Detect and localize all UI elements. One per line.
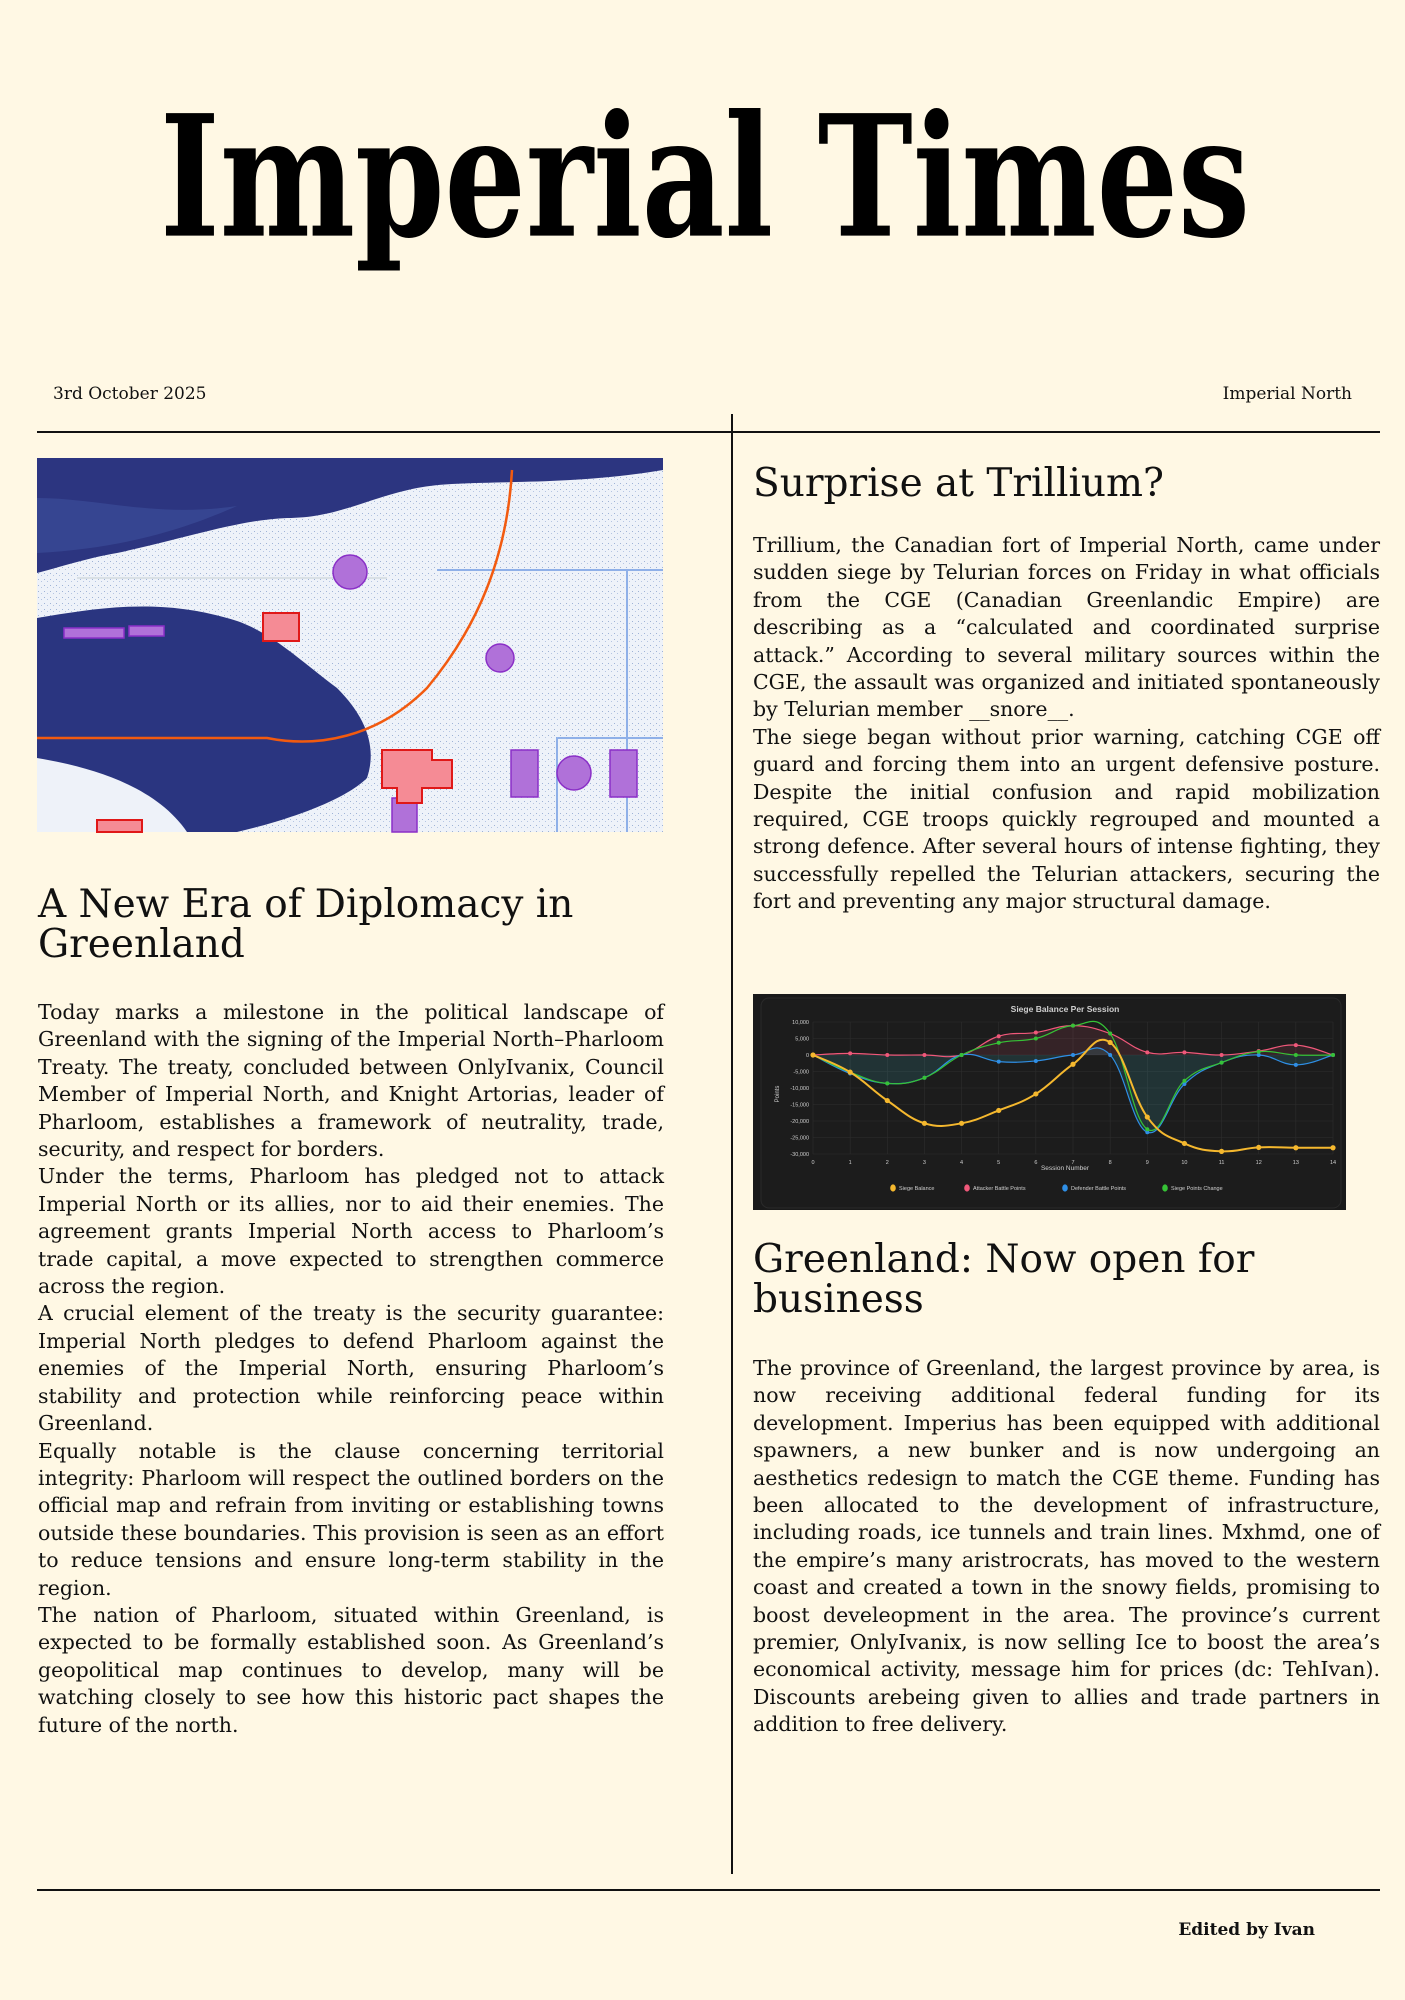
x-tick-label: 9 (1145, 1160, 1149, 1166)
footer-rule (37, 1889, 1380, 1891)
legend-label-defender-battle-points: Defender Battle Points (1071, 1186, 1127, 1192)
siege-points-change-point (997, 1041, 1001, 1045)
x-axis-label: Session Number (1040, 1165, 1090, 1172)
masthead-title: Imperial Times (159, 77, 1250, 276)
x-tick-label: 11 (1218, 1160, 1225, 1166)
paragraph: Under the terms, Pharloom has pledged not to attack Imperial North or its allies, nor to aid their enemies. The agreement grants Imperial North access to Pharloom’s trade capital, a move expected to strengthen commerce across the region. (38, 1164, 664, 1299)
x-tick-label: 14 (1329, 1160, 1337, 1166)
defender-battle-points-point (1034, 1059, 1038, 1063)
siege-balance-point (1330, 1145, 1335, 1150)
attacker-battle-points-point (997, 1034, 1001, 1038)
masthead-logo (150, 77, 1260, 310)
siege-balance-point (1293, 1145, 1298, 1150)
paragraph: The nation of Pharloom, situated within Greenland, is expected to be formally established soon. As Greenland’s geopolitical map continues to develop, many will be watching closely to see how this historic pact shapes the future of the north. (38, 1602, 664, 1737)
legend-swatch-siege-balance (890, 1184, 896, 1191)
headline-diplomacy: A New Era of Diplomacy in Greenland (38, 882, 574, 967)
legend-swatch-siege-points-change (1162, 1184, 1168, 1191)
y-tick-label: 0 (805, 1053, 809, 1059)
siege-balance-chart (753, 994, 1346, 1210)
legend-label-siege-balance: Siege Balance (899, 1186, 935, 1192)
defender-battle-points-point (1294, 1063, 1298, 1067)
siege-balance-point (1256, 1145, 1261, 1150)
attacker-battle-points-point (1220, 1053, 1224, 1057)
siege-points-change-point (1182, 1079, 1186, 1083)
headline-business: Greenland: Now open for business (753, 1237, 1255, 1322)
defender-battle-points-point (997, 1060, 1001, 1064)
siege-points-change-point (1034, 1037, 1038, 1041)
paragraph: Today marks a milestone in the political landscape of Greenland with the signing of the Imperial North–Pharloom Treaty. The treaty, concluded between OnlyIvanix, Council Member of Imperial North, and Knight Artorias, leader of Pharloom, establishes a framework of neutrality, trade, security, and respect for borders. (38, 1000, 664, 1162)
x-tick-label: 2 (885, 1160, 889, 1166)
issue-date: 3rd October 2025 (53, 384, 207, 404)
x-tick-label: 10 (1181, 1160, 1188, 1166)
siege-points-change-point (1108, 1032, 1112, 1036)
legend-swatch-defender-battle-points (1062, 1184, 1068, 1191)
editor-credit: Edited by Ivan (1178, 1920, 1315, 1940)
article-diplomacy-body (38, 999, 664, 1739)
paragraph: The siege began without prior warning, catching CGE off guard and forcing them into an urgent defensive posture. Despite the initial confusion and rapid mobilization required, CGE troops quickly regrouped and mounted a strong defence. After several hours of intense fighting, they successfully repelled the Telurian attackers, securing the fort and preventing any major structural damage. (753, 724, 1380, 914)
x-tick-label: 1 (848, 1160, 852, 1166)
y-tick-label: -25,000 (790, 1135, 809, 1142)
y-axis-label: Points (775, 1085, 781, 1103)
x-tick-label: 4 (960, 1160, 964, 1166)
siege-balance-point (810, 1052, 815, 1057)
siege-balance-point (1033, 1091, 1038, 1096)
siege-balance-point (1145, 1114, 1150, 1119)
siege-points-change-point (1331, 1053, 1335, 1057)
headline-trillium: Surprise at Trillium? (753, 461, 1164, 506)
chart-title: Siege Balance Per Session (1010, 1004, 1120, 1014)
siege-balance-point (1182, 1141, 1187, 1146)
siege-balance-point (1108, 1040, 1113, 1045)
siege-balance-point (922, 1121, 927, 1126)
edition-name: Imperial North (1222, 384, 1352, 404)
siege-points-change-point (1145, 1127, 1149, 1131)
legend-label-attacker-battle-points: Attacker Battle Points (973, 1186, 1026, 1192)
siege-points-change-point (960, 1053, 964, 1057)
x-tick-label: 7 (1071, 1160, 1075, 1166)
y-tick-label: -15,000 (790, 1102, 809, 1109)
x-tick-label: 5 (997, 1160, 1001, 1166)
attacker-battle-points-point (1145, 1050, 1149, 1054)
header-rule (37, 431, 1380, 433)
column-divider (731, 414, 733, 1874)
x-tick-label: 13 (1292, 1160, 1299, 1166)
siege-balance-point (1070, 1062, 1075, 1067)
x-tick-label: 6 (1034, 1160, 1038, 1166)
paragraph: Trillium, the Canadian fort of Imperial North, came under sudden siege by Telurian forces on Friday in what officials from the CGE (Canadian Greenlandic Empire) are describing as a “calculated and coordinated surprise attack.” According to several military sources within the CGE, the assault was organized and initiated spontaneously by Telurian member __snore__. (753, 533, 1380, 722)
defender-battle-points-point (1071, 1053, 1075, 1057)
y-tick-label: -5,000 (793, 1069, 809, 1076)
siege-balance-point (848, 1070, 853, 1075)
paragraph: The province of Greenland, the largest province by area, is now receiving additional federal funding for its development. Imperius has been equipped with additional spawners, a new bunker and is now undergoing an aesthetics redesign to match the CGE theme. Funding has been allocated to the development of infrastructure, including roads, ice tunnels and train lines. Mxhmd, one of the empire’s many aristrocrats, has moved to the western coast and created a town in the snowy fields, promising to boost develeopment in the area. The province’s current premier, OnlyIvanix, is now selling Ice to boost the area’s economical activity, message him for prices (dc: TehIvan). Discounts arebeing given to allies and trade partners in addition to free delivery. (753, 1356, 1380, 1737)
attacker-battle-points-point (1294, 1043, 1298, 1047)
y-tick-label: -10,000 (790, 1086, 809, 1092)
legend-label-siege-points-change: Siege Points Change (1171, 1186, 1223, 1192)
x-tick-label: 12 (1255, 1160, 1262, 1166)
y-tick-label: 5,000 (795, 1036, 809, 1043)
x-tick-label: 0 (811, 1160, 815, 1166)
siege-points-change-point (1257, 1050, 1261, 1054)
x-tick-label: 3 (922, 1160, 926, 1166)
siege-points-change-point (1294, 1053, 1298, 1057)
siege-points-change-point (1220, 1061, 1224, 1065)
paragraph: A crucial element of the treaty is the security guarantee: Imperial North pledges to defend Pharloom against the enemies of the Imperial North, ensuring Pharloom’s stability and protection while reinforcing peace within Greenland. (38, 1301, 664, 1436)
siege-points-change-point (1071, 1024, 1075, 1028)
paragraph: Equally notable is the clause concerning territorial integrity: Pharloom will respect the outlined borders on the official map and refrain from inviting or establishing towns outside these boundaries. This provision is seen as an effort to reduce tensions and ensure long-term stability in the region. (38, 1438, 664, 1600)
greenland-map-image (37, 458, 663, 832)
y-tick-label: 10,000 (792, 1020, 809, 1026)
article-trillium-body (753, 532, 1380, 916)
defender-battle-points-point (1108, 1053, 1112, 1057)
attacker-battle-points-point (885, 1053, 889, 1057)
siege-balance-point (959, 1121, 964, 1126)
attacker-battle-points-point (1034, 1031, 1038, 1035)
attacker-battle-points-point (1182, 1050, 1186, 1054)
siege-points-change-point (922, 1076, 926, 1080)
siege-balance-point (996, 1108, 1001, 1113)
siege-points-change-point (885, 1081, 889, 1085)
attacker-battle-points-point (848, 1051, 852, 1055)
article-business-body (753, 1355, 1380, 1739)
siege-balance-point (1219, 1149, 1224, 1154)
legend-swatch-attacker-battle-points (964, 1184, 970, 1191)
x-tick-label: 8 (1108, 1160, 1112, 1166)
y-tick-label: -30,000 (790, 1152, 809, 1158)
attacker-battle-points-point (922, 1053, 926, 1057)
siege-balance-point (885, 1098, 890, 1103)
y-tick-label: -20,000 (790, 1119, 809, 1125)
